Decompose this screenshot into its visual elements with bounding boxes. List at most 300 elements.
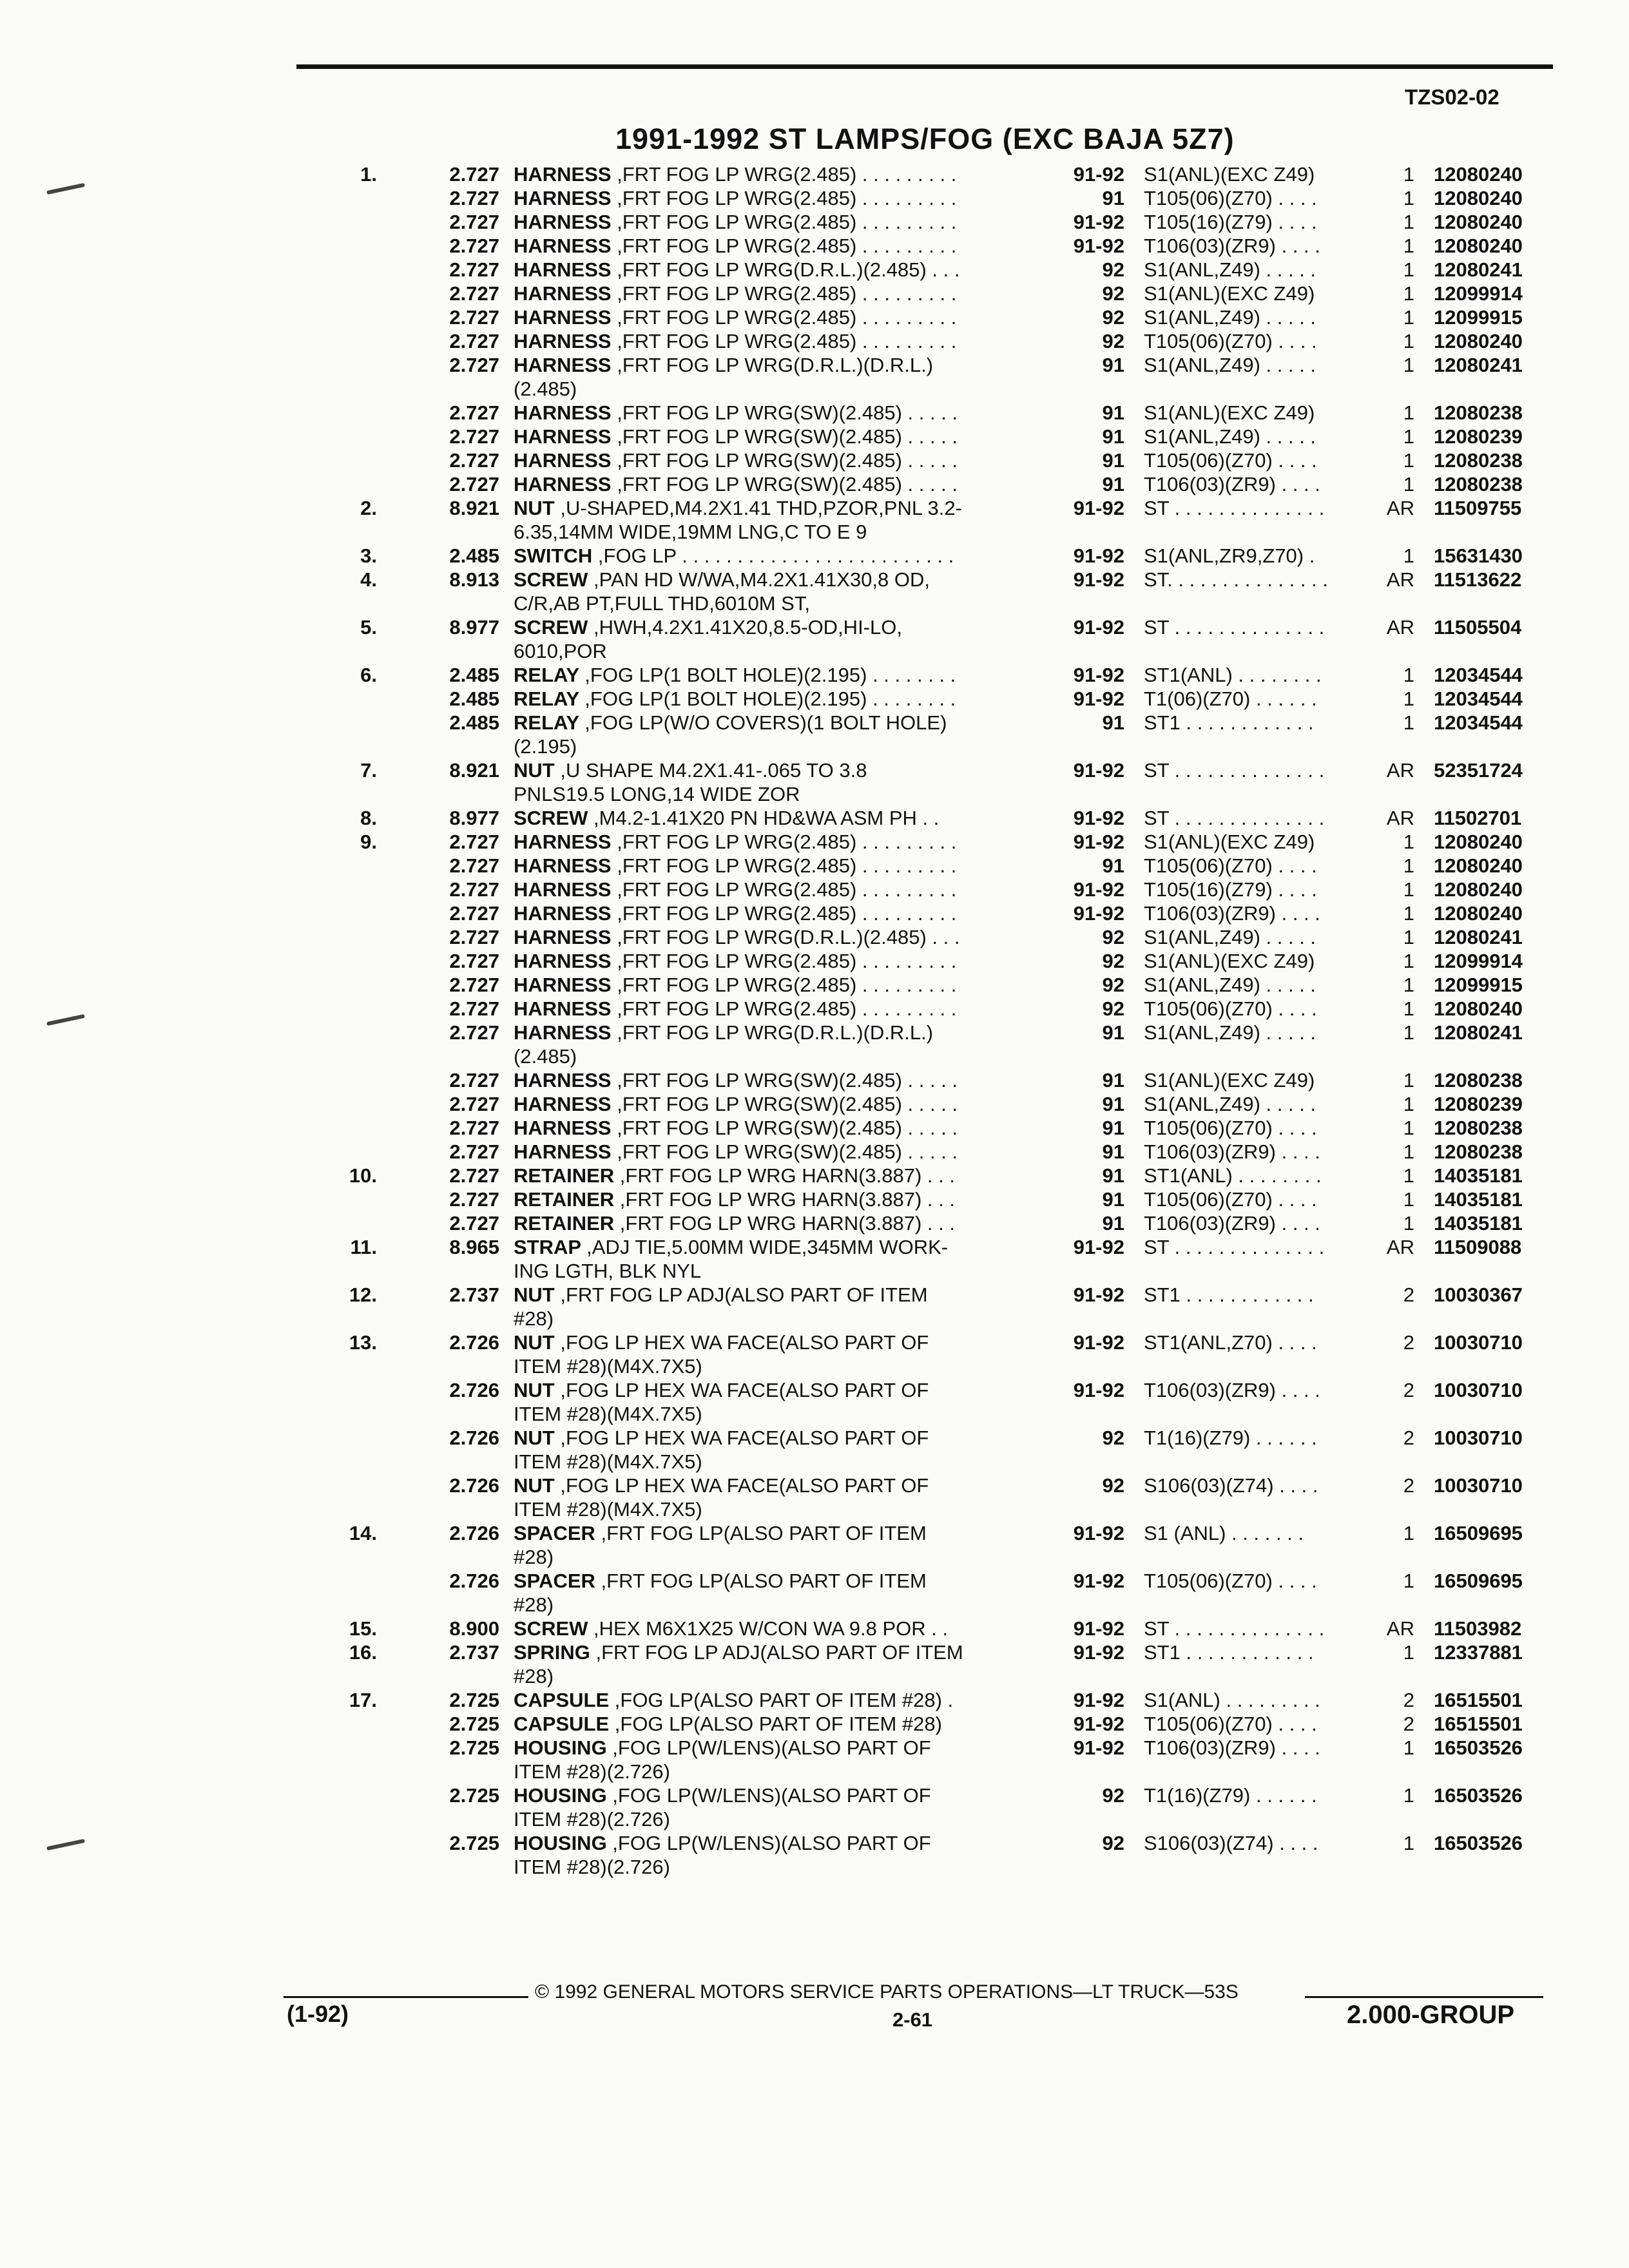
model-years: 91-92 xyxy=(1073,211,1124,233)
option-code: T105(06)(Z70) . . . . xyxy=(1144,187,1317,209)
option-code: S1(ANL,Z49) . . . . . xyxy=(1144,306,1316,329)
quantity: 1 xyxy=(1403,950,1414,972)
part-number: 10030710 xyxy=(1434,1331,1523,1354)
part-number: 12080241 xyxy=(1434,258,1523,281)
description-continuation xyxy=(0,591,1629,615)
part-description xyxy=(514,1831,931,1855)
group-number: 2.725 xyxy=(449,1689,499,1711)
part-number: 12080240 xyxy=(1434,997,1523,1020)
quantity: 1 xyxy=(1403,1164,1414,1187)
quantity: AR xyxy=(1386,568,1414,591)
part-description xyxy=(514,854,956,878)
model-years: 91 xyxy=(1102,1212,1124,1235)
part-row xyxy=(0,258,1629,282)
part-row xyxy=(0,615,1629,639)
ref-number: 14. xyxy=(349,1522,377,1544)
group-number: 2.727 xyxy=(449,306,499,329)
part-name: HARNESS xyxy=(514,354,612,376)
option-code: ST1 . . . . . . . . . . . . xyxy=(1144,1283,1314,1306)
group-number: 8.977 xyxy=(449,807,499,829)
group-number: 2.727 xyxy=(449,974,499,996)
group-number: 2.727 xyxy=(449,1021,499,1044)
group-number: 2.727 xyxy=(449,902,499,925)
option-code: ST . . . . . . . . . . . . . . xyxy=(1144,807,1325,829)
part-spec: ,FRT FOG LP WRG(2.485) . . . . . . . . . xyxy=(617,854,957,877)
part-row xyxy=(0,1736,1629,1760)
model-years: 91-92 xyxy=(1073,616,1124,639)
part-spec: ,FOG LP(W/O COVERS)(1 BOLT HOLE) xyxy=(584,711,947,734)
quantity: AR xyxy=(1386,1617,1414,1640)
part-description xyxy=(514,925,960,949)
part-spec: ,FRT FOG LP WRG(2.485) . . . . . . . . . xyxy=(617,187,957,209)
option-code: S106(03)(Z74) . . . . xyxy=(1144,1474,1318,1497)
part-number: 12034544 xyxy=(1434,687,1523,710)
group-number: 2.725 xyxy=(449,1713,499,1735)
model-years: 92 xyxy=(1102,282,1124,305)
group-number: 2.727 xyxy=(449,878,499,901)
part-row xyxy=(0,901,1629,925)
group-number: 2.726 xyxy=(449,1522,499,1544)
option-code: S1(ANL)(EXC Z49) xyxy=(1144,831,1315,853)
part-spec: ,U-SHAPED,M4.2X1.41 THD,PZOR,PNL 3.2- xyxy=(560,497,962,519)
group-number: 2.726 xyxy=(449,1379,499,1401)
model-years: 91 xyxy=(1102,187,1124,209)
part-spec: ,U SHAPE M4.2X1.41-.065 TO 3.8 xyxy=(560,759,867,782)
model-years: 91 xyxy=(1102,1140,1124,1163)
document-code: TZS02-02 xyxy=(1405,85,1499,109)
model-years: 91-92 xyxy=(1073,1283,1124,1306)
continuation-text: #28) xyxy=(514,1665,554,1687)
part-row xyxy=(0,830,1629,854)
part-row xyxy=(0,1712,1629,1736)
description-continuation xyxy=(0,520,1629,544)
part-description xyxy=(514,973,956,997)
group-number: 2.727 xyxy=(449,235,499,257)
part-row xyxy=(0,997,1629,1021)
model-years: 91-92 xyxy=(1073,878,1124,901)
model-years: 92 xyxy=(1102,950,1124,972)
part-row xyxy=(0,353,1629,377)
part-spec: ,FRT FOG LP WRG(2.485) . . . . . . . . . xyxy=(617,950,957,972)
option-code: S1(ANL,ZR9,Z70) . xyxy=(1144,544,1315,567)
quantity: 1 xyxy=(1403,330,1414,352)
part-number: 12080239 xyxy=(1434,1093,1523,1115)
model-years: 91 xyxy=(1102,854,1124,877)
part-spec: ,FOG LP(1 BOLT HOLE)(2.195) . . . . . . . . xyxy=(584,664,956,686)
group-number: 2.727 xyxy=(449,831,499,853)
part-description xyxy=(514,711,947,735)
quantity: AR xyxy=(1386,807,1414,829)
model-years: 91-92 xyxy=(1073,235,1124,257)
part-name: HARNESS xyxy=(514,974,612,996)
description-continuation xyxy=(0,1545,1629,1569)
group-number: 8.921 xyxy=(449,759,499,782)
part-number: 12080240 xyxy=(1434,878,1523,901)
quantity: 1 xyxy=(1403,1069,1414,1091)
part-name: NUT xyxy=(514,759,555,782)
part-description xyxy=(514,329,956,353)
part-description xyxy=(514,1164,955,1187)
model-years: 91-92 xyxy=(1073,1736,1124,1759)
model-years: 91 xyxy=(1102,449,1124,472)
ref-number: 13. xyxy=(349,1331,377,1354)
part-description xyxy=(514,997,956,1021)
model-years: 91 xyxy=(1102,354,1124,376)
group-number: 2.726 xyxy=(449,1427,499,1449)
model-years: 91-92 xyxy=(1073,831,1124,853)
part-row xyxy=(0,448,1629,472)
model-years: 91-92 xyxy=(1073,568,1124,591)
group-number: 2.485 xyxy=(449,544,499,567)
part-spec: ,FRT FOG LP WRG(2.485) . . . . . . . . . xyxy=(617,282,957,305)
part-row xyxy=(0,1331,1629,1354)
model-years: 92 xyxy=(1102,1832,1124,1854)
part-name: RETAINER xyxy=(514,1212,615,1235)
part-name: STRAP xyxy=(514,1236,581,1258)
group-number: 2.727 xyxy=(449,1212,499,1235)
part-number: 10030710 xyxy=(1434,1427,1523,1449)
model-years: 91-92 xyxy=(1073,687,1124,710)
part-number: 16509695 xyxy=(1434,1570,1523,1592)
option-code: T105(06)(Z70) . . . . xyxy=(1144,997,1317,1020)
part-spec: ,FRT FOG LP WRG(D.R.L.)(2.485) . . . xyxy=(617,258,960,281)
footer-rule-right xyxy=(1305,1996,1543,1998)
group-number: 2.727 xyxy=(449,926,499,948)
part-number: 52351724 xyxy=(1434,759,1523,782)
part-description xyxy=(514,615,902,639)
part-number: 11505504 xyxy=(1434,616,1522,639)
part-spec: ,PAN HD W/WA,M4.2X1.41X30,8 OD, xyxy=(593,568,930,591)
option-code: T1(16)(Z79) . . . . . . xyxy=(1144,1784,1317,1807)
continuation-text: #28) xyxy=(514,1593,554,1616)
part-row xyxy=(0,1831,1629,1855)
group-number: 2.726 xyxy=(449,1331,499,1354)
part-description xyxy=(514,806,939,830)
option-code: S106(03)(Z74) . . . . xyxy=(1144,1832,1318,1854)
part-name: HOUSING xyxy=(514,1784,607,1807)
group-number: 2.726 xyxy=(449,1570,499,1592)
part-number: 12080240 xyxy=(1434,330,1523,352)
quantity: 1 xyxy=(1403,544,1414,567)
part-number: 12080241 xyxy=(1434,1021,1523,1044)
group-number: 2.727 xyxy=(449,1093,499,1115)
ref-number: 7. xyxy=(360,759,377,782)
part-description xyxy=(514,1569,927,1593)
group-number: 2.485 xyxy=(449,664,499,686)
model-years: 92 xyxy=(1102,1784,1124,1807)
model-years: 92 xyxy=(1102,306,1124,329)
part-spec: ,HEX M6X1X25 W/CON WA 9.8 POR . . xyxy=(593,1617,949,1640)
part-number: 12080238 xyxy=(1434,1069,1523,1091)
quantity: 1 xyxy=(1403,1522,1414,1544)
option-code: ST . . . . . . . . . . . . . . xyxy=(1144,497,1325,519)
ref-number: 12. xyxy=(349,1283,377,1306)
part-number: 12080238 xyxy=(1434,1140,1523,1163)
part-spec: ,FRT FOG LP WRG(SW)(2.485) . . . . . xyxy=(617,449,958,472)
part-description xyxy=(514,878,956,901)
option-code: T105(06)(Z70) . . . . xyxy=(1144,1570,1317,1592)
part-spec: ,FRT FOG LP WRG(2.485) . . . . . . . . . xyxy=(617,163,957,186)
description-continuation xyxy=(0,1402,1629,1426)
group-number: 8.977 xyxy=(449,616,499,639)
part-row xyxy=(0,1164,1629,1187)
group-number: 2.727 xyxy=(449,425,499,448)
model-years: 91 xyxy=(1102,1164,1124,1187)
group-number: 2.727 xyxy=(449,1140,499,1163)
model-years: 91-92 xyxy=(1073,497,1124,519)
part-description xyxy=(514,663,956,687)
ref-number: 9. xyxy=(360,831,377,853)
continuation-text: PNLS19.5 LONG,14 WIDE ZOR xyxy=(514,783,800,805)
option-code: ST. . . . . . . . . . . . . . . xyxy=(1144,568,1328,591)
part-number: 11509755 xyxy=(1434,497,1522,519)
option-code: T106(03)(ZR9) . . . . xyxy=(1144,1212,1320,1235)
group-number: 2.727 xyxy=(449,282,499,305)
option-code: T105(06)(Z70) . . . . xyxy=(1144,330,1317,352)
quantity: 1 xyxy=(1403,1093,1414,1115)
model-years: 92 xyxy=(1102,974,1124,996)
description-continuation xyxy=(0,1855,1629,1879)
option-code: S1(ANL)(EXC Z49) xyxy=(1144,1069,1315,1091)
ref-number: 2. xyxy=(360,497,377,519)
part-number: 16509695 xyxy=(1434,1522,1523,1544)
description-continuation xyxy=(0,639,1629,663)
option-code: ST . . . . . . . . . . . . . . xyxy=(1144,759,1325,782)
part-spec: ,FOG LP(W/LENS)(ALSO PART OF xyxy=(612,1784,931,1807)
description-continuation xyxy=(0,1497,1629,1521)
part-number: 12080240 xyxy=(1434,902,1523,925)
model-years: 91-92 xyxy=(1073,807,1124,829)
option-code: T106(03)(ZR9) . . . . xyxy=(1144,1379,1320,1401)
part-number: 12099915 xyxy=(1434,306,1523,329)
continuation-text: #28) xyxy=(514,1546,554,1568)
part-spec: ,FOG LP HEX WA FACE(ALSO PART OF xyxy=(560,1427,929,1449)
part-description xyxy=(514,1116,958,1140)
part-description xyxy=(514,448,958,472)
group-number: 2.727 xyxy=(449,449,499,472)
group-number: 2.727 xyxy=(449,354,499,376)
part-spec: ,FRT FOG LP WRG(SW)(2.485) . . . . . xyxy=(617,1140,958,1163)
part-row xyxy=(0,544,1629,568)
part-spec: ,FOG LP(1 BOLT HOLE)(2.195) . . . . . . . . xyxy=(584,687,956,710)
group-number: 2.727 xyxy=(449,258,499,281)
group-number: 2.726 xyxy=(449,1474,499,1497)
model-years: 91 xyxy=(1102,473,1124,495)
part-description xyxy=(514,1021,933,1044)
part-spec: ,FOG LP HEX WA FACE(ALSO PART OF xyxy=(560,1331,929,1354)
group-number: 2.727 xyxy=(449,330,499,352)
part-spec: ,FRT FOG LP WRG(2.485) . . . . . . . . . xyxy=(617,235,957,257)
option-code: T105(06)(Z70) . . . . xyxy=(1144,1188,1317,1211)
description-continuation xyxy=(0,735,1629,758)
part-name: HARNESS xyxy=(514,950,612,972)
part-name: HARNESS xyxy=(514,1140,612,1163)
quantity: 1 xyxy=(1403,163,1414,186)
part-spec: ,FRT FOG LP WRG(D.R.L.)(D.R.L.) xyxy=(617,354,934,376)
part-name: HARNESS xyxy=(514,330,612,352)
part-description xyxy=(514,1426,929,1450)
part-row xyxy=(0,925,1629,949)
continuation-text: #28) xyxy=(514,1307,554,1330)
part-spec: ,FRT FOG LP WRG(SW)(2.485) . . . . . xyxy=(617,1093,958,1115)
quantity: 1 xyxy=(1403,926,1414,948)
model-years: 91-92 xyxy=(1073,1236,1124,1258)
model-years: 91-92 xyxy=(1073,1689,1124,1711)
model-years: 91 xyxy=(1102,711,1124,734)
footer-group: 2.000-GROUP xyxy=(1347,2001,1515,2029)
part-name: HARNESS xyxy=(514,926,612,948)
option-code: S1(ANL) . . . . . . . . . xyxy=(1144,1689,1320,1711)
continuation-text: (2.485) xyxy=(514,378,577,400)
part-number: 12080241 xyxy=(1434,926,1523,948)
ref-number: 4. xyxy=(360,568,377,591)
continuation-text: (2.195) xyxy=(514,735,577,758)
group-number: 2.727 xyxy=(449,1188,499,1211)
part-name: SPACER xyxy=(514,1522,595,1544)
part-row xyxy=(0,234,1629,258)
part-description xyxy=(514,1688,953,1712)
model-years: 91 xyxy=(1102,401,1124,424)
description-continuation xyxy=(0,782,1629,806)
model-years: 91 xyxy=(1102,1069,1124,1091)
part-spec: ,FRT FOG LP WRG(2.485) . . . . . . . . . xyxy=(617,974,957,996)
part-row xyxy=(0,711,1629,735)
part-number: 14035181 xyxy=(1434,1212,1523,1235)
part-row xyxy=(0,1783,1629,1807)
continuation-text: ITEM #28)(2.726) xyxy=(514,1856,670,1878)
model-years: 91-92 xyxy=(1073,759,1124,782)
footer-date: (1-92) xyxy=(287,2001,349,2027)
part-row xyxy=(0,1021,1629,1044)
part-description xyxy=(514,568,930,591)
ref-number: 8. xyxy=(360,807,377,829)
group-number: 2.727 xyxy=(449,854,499,877)
ref-number: 11. xyxy=(350,1236,377,1258)
description-continuation xyxy=(0,1450,1629,1474)
part-name: NUT xyxy=(514,1427,555,1449)
ref-number: 15. xyxy=(349,1617,377,1640)
part-description xyxy=(514,1378,929,1402)
part-description xyxy=(514,1712,942,1736)
part-description xyxy=(514,1235,948,1259)
continuation-text: 6010,POR xyxy=(514,640,607,662)
option-code: S1(ANL,Z49) . . . . . xyxy=(1144,354,1316,376)
part-row xyxy=(0,758,1629,782)
part-row xyxy=(0,425,1629,448)
part-number: 12080240 xyxy=(1434,235,1523,257)
part-number: 11509088 xyxy=(1434,1236,1522,1258)
group-number: 2.725 xyxy=(449,1784,499,1807)
model-years: 91-92 xyxy=(1073,664,1124,686)
option-code: ST1 . . . . . . . . . . . . xyxy=(1144,1641,1314,1664)
quantity: 1 xyxy=(1403,282,1414,305)
model-years: 92 xyxy=(1102,926,1124,948)
part-description xyxy=(514,949,956,973)
part-number: 16503526 xyxy=(1434,1832,1523,1854)
part-name: HARNESS xyxy=(514,282,612,305)
part-description xyxy=(514,1521,927,1545)
option-code: ST1(ANL) . . . . . . . . xyxy=(1144,664,1322,686)
quantity: 1 xyxy=(1403,997,1414,1020)
part-name: HARNESS xyxy=(514,163,612,186)
group-number: 2.727 xyxy=(449,1164,499,1187)
part-name: HARNESS xyxy=(514,258,612,281)
part-row xyxy=(0,1235,1629,1259)
part-row xyxy=(0,305,1629,329)
part-number: 12080240 xyxy=(1434,854,1523,877)
part-number: 12080240 xyxy=(1434,163,1523,186)
quantity: 1 xyxy=(1403,902,1414,925)
group-number: 8.913 xyxy=(449,568,499,591)
quantity: 1 xyxy=(1403,1021,1414,1044)
part-name: HARNESS xyxy=(514,235,612,257)
part-name: HARNESS xyxy=(514,211,612,233)
part-row xyxy=(0,186,1629,210)
page-title: 1991-1992 ST LAMPS/FOG (EXC BAJA 5Z7) xyxy=(615,122,1235,155)
quantity: 1 xyxy=(1403,401,1414,424)
continuation-text: ITEM #28)(M4X.7X5) xyxy=(514,1498,702,1521)
part-description xyxy=(514,305,956,329)
quantity: 2 xyxy=(1403,1331,1414,1354)
quantity: 1 xyxy=(1403,831,1414,853)
part-number: 12034544 xyxy=(1434,711,1523,734)
option-code: T105(06)(Z70) . . . . xyxy=(1144,1117,1317,1139)
part-number: 12080238 xyxy=(1434,449,1523,472)
quantity: 2 xyxy=(1403,1474,1414,1497)
part-spec: ,FRT FOG LP WRG(2.485) . . . . . . . . . xyxy=(617,211,957,233)
quantity: 1 xyxy=(1403,664,1414,686)
quantity: AR xyxy=(1386,1236,1414,1258)
part-name: HARNESS xyxy=(514,1117,612,1139)
part-spec: ,FOG LP(ALSO PART OF ITEM #28) . xyxy=(614,1689,954,1711)
quantity: 1 xyxy=(1403,306,1414,329)
quantity: 2 xyxy=(1403,1427,1414,1449)
part-spec: ,ADJ TIE,5.00MM WIDE,345MM WORK- xyxy=(586,1236,949,1258)
option-code: S1(ANL,Z49) . . . . . xyxy=(1144,1093,1316,1115)
part-spec: ,FRT FOG LP WRG(SW)(2.485) . . . . . xyxy=(617,425,958,448)
part-row xyxy=(0,1116,1629,1140)
part-name: HARNESS xyxy=(514,1069,612,1091)
part-name: HARNESS xyxy=(514,1093,612,1115)
model-years: 91-92 xyxy=(1073,1713,1124,1735)
quantity: 2 xyxy=(1403,1379,1414,1401)
part-row xyxy=(0,1283,1629,1307)
part-description xyxy=(514,1783,931,1807)
part-number: 12080238 xyxy=(1434,1117,1523,1139)
option-code: ST . . . . . . . . . . . . . . xyxy=(1144,1236,1325,1258)
description-continuation xyxy=(0,1664,1629,1688)
part-spec: ,FRT FOG LP WRG(D.R.L.)(2.485) . . . xyxy=(617,926,960,948)
part-row xyxy=(0,329,1629,353)
quantity: 2 xyxy=(1403,1713,1414,1735)
part-description xyxy=(514,901,956,925)
part-number: 12080238 xyxy=(1434,401,1523,424)
model-years: 91-92 xyxy=(1073,163,1124,186)
option-code: S1(ANL,Z49) . . . . . xyxy=(1144,926,1316,948)
description-continuation xyxy=(0,1760,1629,1783)
part-number: 16515501 xyxy=(1434,1713,1523,1735)
quantity: 1 xyxy=(1403,425,1414,448)
part-description xyxy=(514,186,956,210)
group-number: 2.727 xyxy=(449,1069,499,1091)
option-code: T1(16)(Z79) . . . . . . xyxy=(1144,1427,1317,1449)
part-spec: ,FOG LP . . . . . . . . . . . . . . . . . . . . . . . . . xyxy=(597,544,954,567)
continuation-text: C/R,AB PT,FULL THD,6010M ST, xyxy=(514,592,810,615)
group-number: 2.725 xyxy=(449,1736,499,1759)
part-number: 10030710 xyxy=(1434,1474,1523,1497)
part-number: 16503526 xyxy=(1434,1736,1523,1759)
part-description xyxy=(514,687,956,711)
